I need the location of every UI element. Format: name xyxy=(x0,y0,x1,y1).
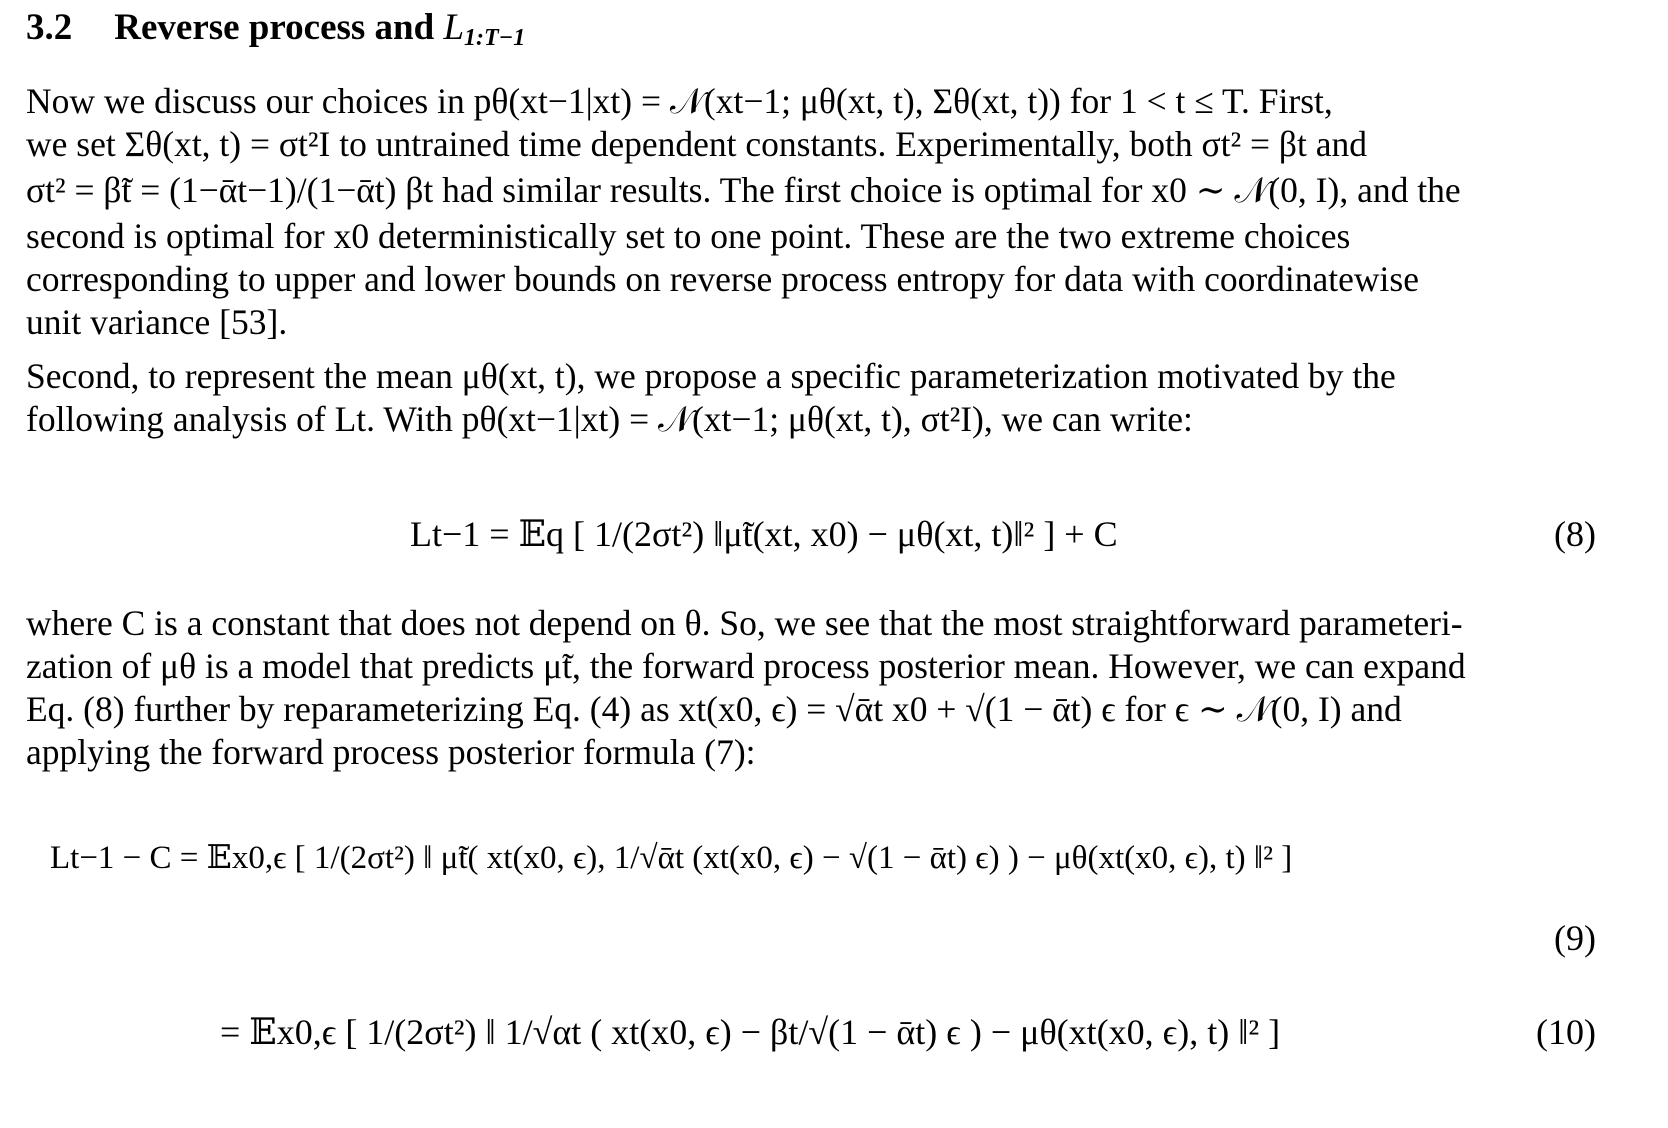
paragraph-variance-choice xyxy=(26,80,1604,344)
equation-9-label: (9) xyxy=(1554,918,1596,958)
paragraph-line: we set Σθ(xt, t) = σt²I to untrained time dependent constants. Experimentally, both σt² = βt and xyxy=(26,124,1367,164)
paragraph-expansion xyxy=(26,602,1604,774)
paragraph-line: unit variance [53]. xyxy=(26,302,288,342)
section-title-symbol: L xyxy=(443,7,465,48)
paragraph-line: σt² = β̃t = (1−ᾱt−1)/(1−ᾱt) βt had similar results. The first choice is optimal for x0 ∼ 𝒩(0, I), and the xyxy=(26,170,1461,210)
paragraph-line: Now we discuss our choices in pθ(xt−1|xt) = 𝒩(xt−1; μθ(xt, t), Σθ(xt, t)) for 1 < t ≤ T. First, xyxy=(26,81,1333,121)
paragraph-mean-parameterization xyxy=(26,355,1604,441)
paragraph-line: corresponding to upper and lower bounds on reverse process entropy for data with coordinatewise xyxy=(26,259,1419,299)
equation-8-label: (8) xyxy=(1554,514,1596,554)
equation-10-label: (10) xyxy=(1536,1012,1596,1052)
section-heading xyxy=(26,6,525,60)
section-title-subscript: 1:T−1 xyxy=(464,25,526,51)
paragraph-line: zation of μθ is a model that predicts μ̃t, the forward process posterior mean. However, we can expand xyxy=(26,646,1466,686)
equation-10: = 𝔼x0,ϵ [ 1/(2σt²) ‖ 1/√αt ( xt(x0, ϵ) − βt/√(1 − ᾱt) ϵ ) − μθ(xt(x0, ϵ), t) ‖² ] xyxy=(220,1012,1281,1052)
section-title: Reverse process and xyxy=(114,7,444,48)
section-number: 3.2 xyxy=(26,7,73,48)
paragraph-line: Eq. (8) further by reparameterizing Eq. (4) as xt(x0, ϵ) = √ᾱt x0 + √(1 − ᾱt) ϵ for ϵ ∼ 𝒩(0, I) and xyxy=(26,689,1402,729)
paragraph-line: second is optimal for x0 deterministically set to one point. These are the two extreme choices xyxy=(26,216,1351,256)
paragraph-line: Second, to represent the mean μθ(xt, t), we propose a specific parameterization motivated by the xyxy=(26,356,1396,396)
equation-8: Lt−1 = 𝔼q [ 1/(2σt²) ‖μ̃t(xt, x0) − μθ(xt, t)‖² ] + C xyxy=(410,514,1118,554)
paragraph-line: following analysis of Lt. With pθ(xt−1|xt) = 𝒩(xt−1; μθ(xt, t), σt²I), we can write: xyxy=(26,399,1193,439)
equation-9: Lt−1 − C = 𝔼x0,ϵ [ 1/(2σt²) ‖ μ̃t( xt(x0, ϵ), 1/√ᾱt (xt(x0, ϵ) − √(1 − ᾱt) ϵ) ) − μθ(xt(x0, ϵ), t) ‖² ] xyxy=(50,840,1293,876)
paragraph-line: applying the forward process posterior formula (7): xyxy=(26,732,756,772)
paragraph-line: where C is a constant that does not depend on θ. So, we see that the most straightforward parameteri- xyxy=(26,603,1463,643)
